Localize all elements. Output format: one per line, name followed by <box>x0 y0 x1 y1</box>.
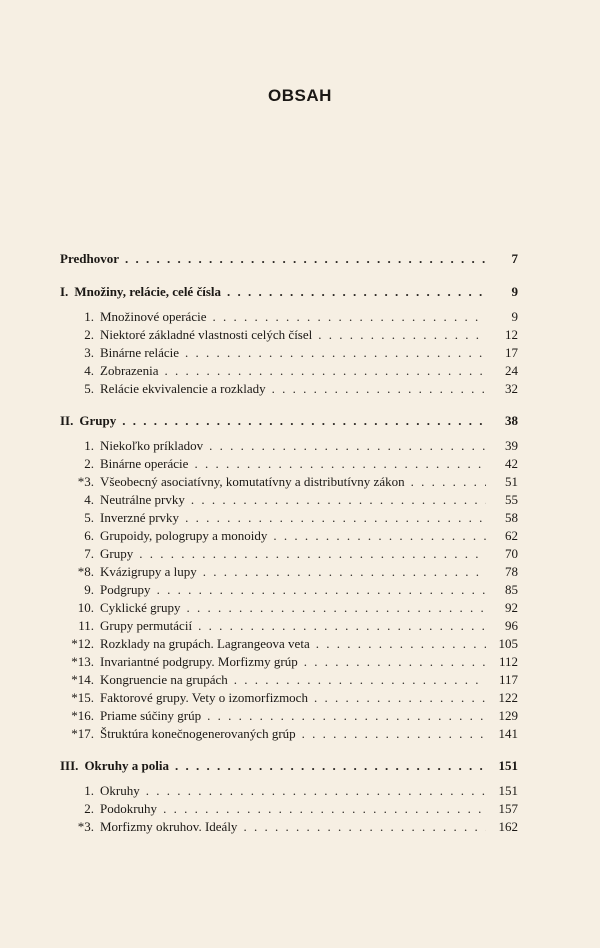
item-label: Grupy <box>100 546 134 561</box>
page-number: 39 <box>505 438 518 453</box>
item-number: 4. <box>84 363 94 378</box>
leader-dots <box>139 546 486 562</box>
leader-dots <box>304 654 486 670</box>
page-number: 96 <box>505 618 518 633</box>
toc-chapter-3[interactable] <box>60 758 518 776</box>
item-label: Kongruencie na grupách <box>100 672 228 687</box>
leader-dots <box>157 582 486 598</box>
toc-item[interactable] <box>60 327 518 345</box>
page-number: 42 <box>505 456 518 471</box>
page-number: 78 <box>505 564 518 579</box>
toc-item[interactable] <box>60 510 518 528</box>
page-number: 105 <box>498 636 518 651</box>
toc-item[interactable] <box>60 600 518 618</box>
toc-item[interactable] <box>60 819 518 837</box>
item-label: Binárne operácie <box>100 456 189 471</box>
toc-item[interactable] <box>60 456 518 474</box>
leader-dots <box>243 819 486 835</box>
toc-item[interactable] <box>60 345 518 363</box>
item-number: *16. <box>71 708 94 723</box>
toc-item[interactable] <box>60 309 518 327</box>
item-number: 1. <box>84 783 94 798</box>
item-label: Invariantné podgrupy. Morfizmy grúp <box>100 654 298 669</box>
toc-item[interactable] <box>60 726 518 744</box>
toc-item[interactable] <box>60 783 518 801</box>
item-number: *3. <box>77 819 94 834</box>
leader-dots <box>316 636 486 652</box>
item-label: Množinové operácie <box>100 309 207 324</box>
item-number: *15. <box>71 690 94 705</box>
page-number: 129 <box>498 708 518 723</box>
item-number: 2. <box>84 801 94 816</box>
toc-item[interactable] <box>60 690 518 708</box>
leader-dots <box>234 672 486 688</box>
leader-dots <box>318 327 486 343</box>
toc-item[interactable] <box>60 636 518 654</box>
toc-item[interactable] <box>60 492 518 510</box>
item-number: *17. <box>71 726 94 741</box>
item-label: Inverzné prvky <box>100 510 180 525</box>
item-label: Rozklady na grupách. Lagrangeova veta <box>100 636 310 651</box>
item-label: Niekoľko príkladov <box>100 438 204 453</box>
item-label: Faktorové grupy. Vety o izomorfizmoch <box>100 690 308 705</box>
toc-item[interactable] <box>60 582 518 600</box>
preface-label: Predhovor <box>60 251 119 266</box>
item-label: Neutrálne prvky <box>100 492 185 507</box>
leader-dots <box>164 363 486 379</box>
page-number: 70 <box>505 546 518 561</box>
page-number: 24 <box>505 363 518 378</box>
toc-item[interactable] <box>60 528 518 546</box>
item-label: Priame súčiny grúp <box>100 708 202 723</box>
leader-dots <box>273 528 486 544</box>
chapter-roman: III. <box>60 758 79 773</box>
leader-dots <box>187 600 486 616</box>
page-number: 9 <box>511 284 518 299</box>
leader-dots <box>272 381 486 397</box>
chapter-roman: I. <box>60 284 69 299</box>
leader-dots <box>163 801 486 817</box>
item-number: 4. <box>84 492 94 507</box>
leader-dots <box>191 492 486 508</box>
leader-dots <box>122 413 486 429</box>
page-number: 122 <box>498 690 518 705</box>
item-number: 9. <box>84 582 94 597</box>
page-number: 92 <box>505 600 518 615</box>
page-number: 151 <box>498 758 518 773</box>
page-number: 51 <box>505 474 518 489</box>
chapter-title: Grupy <box>79 413 117 428</box>
toc-item[interactable] <box>60 546 518 564</box>
item-number: 2. <box>84 327 94 342</box>
item-number: *12. <box>71 636 94 651</box>
toc-item[interactable] <box>60 708 518 726</box>
leader-dots <box>203 564 486 580</box>
item-label: Okruhy <box>100 783 140 798</box>
leader-dots <box>125 251 486 267</box>
page-number: 12 <box>505 327 518 342</box>
item-label: Podokruhy <box>100 801 158 816</box>
chapter-roman: II. <box>60 413 74 428</box>
item-label: Grupoidy, pologrupy a monoidy <box>100 528 268 543</box>
page-number: 112 <box>498 654 518 669</box>
item-label: Všeobecný asociatívny, komutatívny a distributívny zákon <box>100 474 405 489</box>
leader-dots <box>227 284 486 300</box>
item-label: Niektoré základné vlastnosti celých čísel <box>100 327 313 342</box>
page-number: 38 <box>505 413 518 428</box>
item-number: 5. <box>84 510 94 525</box>
item-label: Štruktúra konečnogenerovaných grúp <box>100 726 296 741</box>
leader-dots <box>411 474 486 490</box>
toc-item[interactable] <box>60 474 518 492</box>
item-label: Zobrazenia <box>100 363 159 378</box>
page-number: 151 <box>498 783 518 798</box>
page-number: 117 <box>498 672 518 687</box>
item-label: Relácie ekvivalencie a rozklady <box>100 381 266 396</box>
chapter-title: Množiny, relácie, celé čísla <box>74 284 222 299</box>
toc-item[interactable] <box>60 672 518 690</box>
item-number: 7. <box>84 546 94 561</box>
page-number: 32 <box>505 381 518 396</box>
item-label: Cyklické grupy <box>100 600 181 615</box>
item-number: 1. <box>84 309 94 324</box>
leader-dots <box>207 708 486 724</box>
page-number: 17 <box>505 345 518 360</box>
leader-dots <box>185 510 486 526</box>
item-number: 3. <box>84 345 94 360</box>
toc-chapter-1[interactable] <box>60 284 518 302</box>
page-number: 157 <box>498 801 518 816</box>
item-number: 6. <box>84 528 94 543</box>
page-number: 62 <box>505 528 518 543</box>
item-number: 11. <box>78 618 94 633</box>
item-label: Podgrupy <box>100 582 151 597</box>
item-label: Morfizmy okruhov. Ideály <box>100 819 238 834</box>
leader-dots <box>198 618 486 634</box>
toc-item[interactable] <box>60 381 518 399</box>
toc-item[interactable] <box>60 363 518 381</box>
item-label: Binárne relácie <box>100 345 180 360</box>
toc-chapter-2[interactable] <box>60 413 518 431</box>
leader-dots <box>209 438 486 454</box>
leader-dots <box>302 726 486 742</box>
item-number: 5. <box>84 381 94 396</box>
leader-dots <box>185 345 486 361</box>
leader-dots <box>146 783 486 799</box>
toc-item[interactable] <box>60 438 518 456</box>
page-number: 55 <box>505 492 518 507</box>
toc-item[interactable] <box>60 801 518 819</box>
item-number: 10. <box>77 600 94 615</box>
item-number: *13. <box>71 654 94 669</box>
chapter-title: Okruhy a polia <box>84 758 169 773</box>
leader-dots <box>175 758 486 774</box>
item-number: *3. <box>77 474 94 489</box>
page-number: 58 <box>505 510 518 525</box>
item-label: Grupy permutácií <box>100 618 193 633</box>
item-number: 1. <box>84 438 94 453</box>
leader-dots <box>314 690 486 706</box>
page-number: 162 <box>498 819 518 834</box>
toc-item[interactable] <box>60 564 518 582</box>
toc-item[interactable] <box>60 618 518 636</box>
page-number: 85 <box>505 582 518 597</box>
item-number: *8. <box>77 564 94 579</box>
leader-dots <box>212 309 486 325</box>
page-number: 141 <box>498 726 518 741</box>
page-number: 7 <box>511 251 518 266</box>
page-title: OBSAH <box>268 86 332 105</box>
page-number: 9 <box>511 309 518 324</box>
item-number: *14. <box>71 672 94 687</box>
item-label: Kvázigrupy a lupy <box>100 564 197 579</box>
leader-dots <box>194 456 486 472</box>
item-number: 2. <box>84 456 94 471</box>
toc-preface[interactable] <box>60 251 518 269</box>
toc-item[interactable] <box>60 654 518 672</box>
